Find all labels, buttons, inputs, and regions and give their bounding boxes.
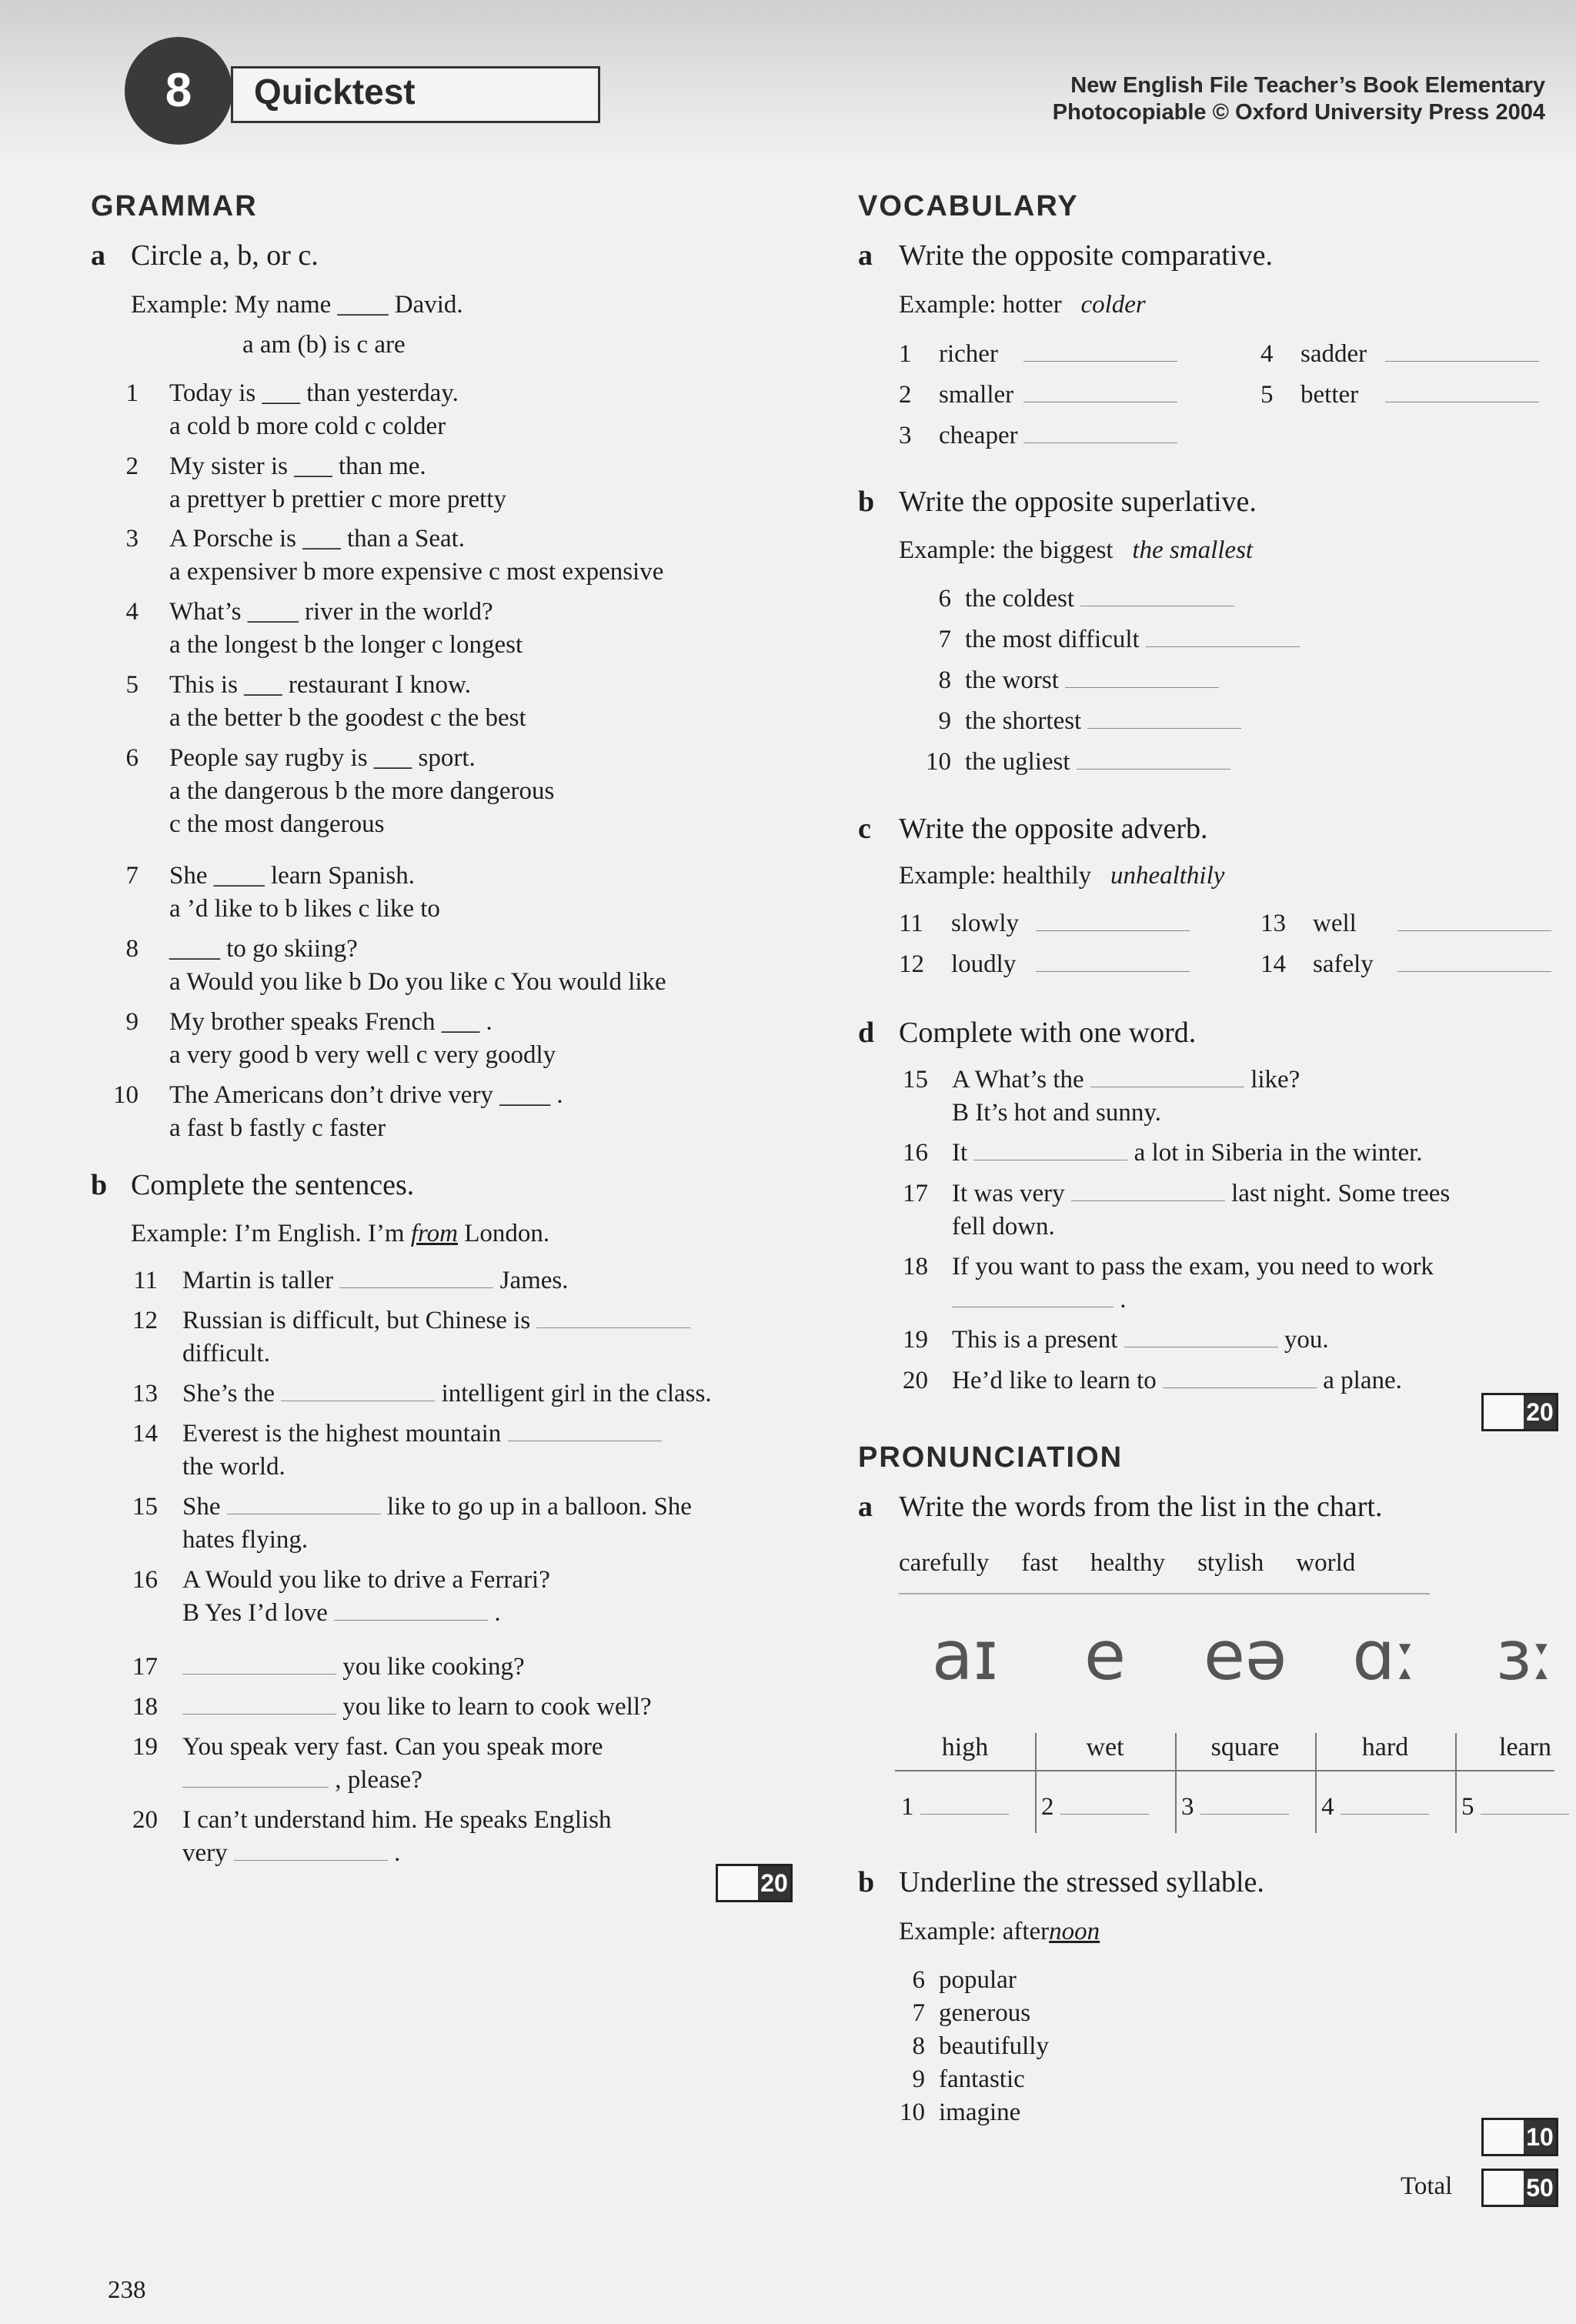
- vocab-item: [899, 422, 1177, 450]
- word-list-underline: [899, 1593, 1430, 1594]
- publisher-line-1: New English File Teacher’s Book Elementary: [1070, 73, 1545, 98]
- chart-answer-cell: 1: [901, 1793, 1009, 1821]
- answer-blank: [227, 1513, 381, 1514]
- item-number: 8: [912, 2032, 925, 2060]
- question-number: 3: [125, 525, 139, 553]
- question-text-continued: very .: [182, 1839, 401, 1867]
- item-word: loudly: [951, 950, 1017, 978]
- answer-blank: [952, 1306, 1114, 1307]
- vocab-item: [1260, 381, 1539, 409]
- item-word: imagine: [939, 2099, 1021, 2126]
- question-text: Martin is taller James.: [182, 1267, 569, 1294]
- answer-blank: [1200, 1813, 1289, 1815]
- question-text: A What’s the like?: [952, 1066, 1301, 1094]
- pron-a-instruction: Write the words from the list in the chart.: [899, 1491, 1383, 1523]
- vocab-item: [899, 381, 1177, 409]
- example-stressed: noon: [1049, 1918, 1100, 1945]
- item-word: slowly: [951, 910, 1020, 937]
- question-number: 20: [132, 1806, 158, 1834]
- total-label: Total: [1401, 2172, 1453, 2200]
- question-text: She’s the intelligent girl in the class.: [182, 1380, 712, 1407]
- grammar-heading: GRAMMAR: [91, 190, 258, 222]
- question-text: Today is ___ than yesterday.: [169, 379, 459, 407]
- pron-b-example: [899, 1918, 1100, 1946]
- answer-options: a cold b more cold c colder: [169, 412, 446, 440]
- total-score-box: [1481, 2169, 1558, 2207]
- item-number: 7: [938, 626, 951, 653]
- question-text: It was very last night. Some trees: [952, 1180, 1451, 1207]
- question-text: If you want to pass the exam, you need to work: [952, 1253, 1434, 1281]
- grammar-score-box: [716, 1864, 793, 1902]
- item-number: 12: [899, 950, 924, 978]
- total-score: 50: [1524, 2171, 1556, 2205]
- chart-column-word: learn: [1499, 1733, 1551, 1761]
- example-text: Example: healthily: [899, 862, 1092, 890]
- chart-answer-cell: 4: [1321, 1793, 1429, 1821]
- vocab-a-letter: a: [858, 239, 873, 272]
- item-number: 11: [899, 910, 923, 937]
- answer-blank: [1163, 1387, 1317, 1388]
- vocab-c-letter: c: [858, 813, 871, 845]
- example-answer: colder: [1080, 291, 1146, 319]
- question-text-continued: .: [952, 1286, 1127, 1314]
- example-answer: from: [410, 1220, 458, 1247]
- question-number: 1: [125, 379, 139, 407]
- item-word: better: [1301, 381, 1359, 409]
- answer-blank: [1397, 930, 1551, 931]
- question-number: 9: [125, 1008, 139, 1036]
- answer-blank: [1065, 686, 1219, 688]
- stress-item: [899, 1966, 1017, 1995]
- answer-options: a Would you like b Do you like c You would like: [169, 968, 666, 996]
- vocabulary-heading: VOCABULARY: [858, 190, 1079, 222]
- item-word: the shortest: [965, 707, 1088, 735]
- word-list-item: carefully: [899, 1549, 990, 1577]
- pron-word-list: [899, 1549, 1387, 1578]
- answer-blank: [920, 1813, 1009, 1815]
- item-word: the coldest: [965, 585, 1081, 613]
- answer-blank: [234, 1859, 388, 1861]
- question-text: you like cooking?: [182, 1653, 525, 1681]
- item-number: 14: [1260, 950, 1286, 978]
- question-text-continued: hates flying.: [182, 1526, 309, 1554]
- item-word: the ugliest: [965, 748, 1077, 776]
- answer-blank: [1023, 360, 1177, 362]
- grammar-a-example-options: a am (b) is c are: [242, 331, 406, 359]
- vocab-item: [899, 585, 1234, 613]
- item-number: 10: [926, 748, 951, 776]
- question-number: 20: [903, 1367, 928, 1394]
- question-text: What’s ____ river in the world?: [169, 598, 493, 626]
- item-word: the worst: [965, 666, 1066, 694]
- item-number: 9: [912, 2065, 925, 2093]
- question-text: This is a present you.: [952, 1326, 1329, 1354]
- question-number: 19: [903, 1326, 928, 1354]
- example-text: Example: the biggest: [899, 536, 1114, 564]
- item-word: safely: [1313, 950, 1374, 978]
- chart-column-word: wet: [1086, 1733, 1124, 1761]
- grammar-a-instruction: Circle a, b, or c.: [131, 239, 319, 272]
- question-text: My brother speaks French ___ .: [169, 1008, 492, 1036]
- vocab-b-instruction: Write the opposite superlative.: [899, 486, 1257, 518]
- example-answer: unhealthily: [1110, 862, 1225, 890]
- answer-blank: [1080, 605, 1234, 606]
- question-number: 6: [125, 744, 139, 772]
- question-text: ____ to go skiing?: [169, 935, 358, 963]
- question-number: 10: [113, 1081, 139, 1109]
- publisher-line-2: Photocopiable © Oxford University Press 2004: [1052, 100, 1545, 125]
- answer-blank: [1397, 970, 1551, 972]
- answer-blank: [536, 1327, 690, 1328]
- answer-blank: [1023, 442, 1177, 443]
- vocab-item: [899, 666, 1219, 695]
- item-word: sadder: [1301, 340, 1367, 368]
- word-list-item: stylish: [1197, 1549, 1264, 1577]
- question-text: A Porsche is ___ than a Seat.: [169, 525, 466, 553]
- question-text-continued: B It’s hot and sunny.: [952, 1099, 1161, 1127]
- chart-header-rule: [895, 1770, 1554, 1771]
- answer-blank: [1341, 1813, 1429, 1815]
- question-number: 11: [133, 1267, 158, 1294]
- word-list-item: world: [1296, 1549, 1356, 1577]
- vocab-c-instruction: Write the opposite adverb.: [899, 813, 1208, 845]
- stress-item: [899, 2099, 1020, 2127]
- chart-divider: [1315, 1733, 1317, 1833]
- item-number: 5: [1260, 381, 1274, 409]
- vocabulary-score: 20: [1524, 1395, 1556, 1429]
- phonetic-symbol: ɜː: [1495, 1616, 1555, 1695]
- item-number: 2: [899, 381, 912, 409]
- answer-options: a the dangerous b the more dangerous: [169, 777, 555, 805]
- question-text: you like to learn to cook well?: [182, 1693, 652, 1721]
- question-number: 2: [125, 452, 139, 480]
- question-number: 13: [132, 1380, 158, 1407]
- question-number: 7: [125, 862, 139, 890]
- answer-blank: [1071, 1200, 1225, 1201]
- grammar-a-letter: a: [91, 239, 105, 272]
- answer-blank: [182, 1713, 336, 1715]
- pron-b-instruction: Underline the stressed syllable.: [899, 1866, 1264, 1898]
- grammar-b-letter: b: [91, 1169, 108, 1201]
- question-number: 15: [903, 1066, 928, 1094]
- question-number: 16: [132, 1566, 158, 1594]
- question-number: 17: [903, 1180, 928, 1207]
- item-number: 6: [938, 585, 951, 613]
- question-number: 18: [132, 1693, 158, 1721]
- stress-item: [899, 2065, 1025, 2094]
- vocab-a-instruction: Write the opposite comparative.: [899, 239, 1273, 272]
- chart-column-word: square: [1210, 1733, 1280, 1761]
- word-list-item: healthy: [1090, 1549, 1166, 1577]
- answer-blank: [182, 1673, 336, 1675]
- pronunciation-heading: PRONUNCIATION: [858, 1441, 1124, 1474]
- answer-options: a fast b fastly c faster: [169, 1114, 386, 1142]
- answer-blank: [973, 1159, 1127, 1160]
- question-text: You speak very fast. Can you speak more: [182, 1733, 603, 1761]
- pronunciation-score: 10: [1524, 2120, 1556, 2154]
- vocab-c-example: [899, 862, 1224, 890]
- item-word: generous: [939, 1999, 1031, 2027]
- question-number: 18: [903, 1253, 928, 1281]
- vocab-item: [899, 910, 1190, 938]
- vocab-item: [1260, 950, 1551, 979]
- answer-blank: [1385, 401, 1539, 402]
- item-word: well: [1313, 910, 1357, 937]
- chart-column-word: hard: [1361, 1733, 1409, 1761]
- unit-number-badge: 8: [125, 37, 232, 145]
- question-text: People say rugby is ___ sport.: [169, 744, 476, 772]
- question-number: 15: [132, 1493, 158, 1521]
- item-word: popular: [939, 1966, 1017, 1994]
- question-text: I can’t understand him. He speaks English: [182, 1806, 612, 1834]
- question-number: 16: [903, 1139, 928, 1167]
- page-title: Quicktest: [254, 72, 416, 112]
- question-number: 17: [132, 1653, 158, 1681]
- question-text-continued: , please?: [182, 1766, 422, 1795]
- grammar-a-example: Example: My name ____ David.: [131, 291, 463, 319]
- question-number: 19: [132, 1733, 158, 1761]
- item-word: smaller: [939, 381, 1014, 409]
- question-text: Russian is difficult, but Chinese is: [182, 1307, 690, 1335]
- example-text: Example: after: [899, 1918, 1050, 1945]
- answer-blank: [1060, 1813, 1149, 1815]
- answer-blank: [1077, 768, 1230, 770]
- vocab-item: [1260, 910, 1551, 938]
- grammar-b-instruction: Complete the sentences.: [131, 1169, 415, 1201]
- item-word: beautifully: [939, 2032, 1049, 2060]
- example-text: Example: hotter: [899, 291, 1062, 319]
- answer-blank: [182, 1786, 329, 1788]
- chart-divider: [1175, 1733, 1177, 1833]
- vocab-item: [899, 950, 1190, 979]
- stress-item: [899, 1999, 1030, 2028]
- example-answer: the smallest: [1132, 536, 1254, 564]
- example-text-end: London.: [457, 1220, 550, 1247]
- answer-options: c the most dangerous: [169, 810, 385, 838]
- chart-answer-cell: 3: [1181, 1793, 1289, 1821]
- question-text: The Americans don’t drive very ____ .: [169, 1081, 563, 1109]
- item-word: cheaper: [939, 422, 1018, 449]
- question-text-continued: B Yes I’d love .: [182, 1599, 501, 1627]
- vocab-item: [899, 707, 1241, 736]
- word-list-item: fast: [1021, 1549, 1058, 1577]
- answer-blank: [339, 1287, 493, 1288]
- question-text: He’d like to learn to a plane.: [952, 1367, 1402, 1394]
- vocab-item: [899, 748, 1230, 776]
- answer-blank: [1146, 646, 1300, 647]
- item-number: 3: [899, 422, 912, 449]
- question-text-continued: fell down.: [952, 1213, 1055, 1240]
- answer-options: a prettyer b prettier c more pretty: [169, 486, 506, 513]
- grammar-b-example: [131, 1220, 549, 1248]
- answer-blank: [1481, 1813, 1569, 1815]
- pronunciation-score-box: [1481, 2118, 1558, 2156]
- vocab-item: [899, 626, 1300, 654]
- grammar-score: 20: [758, 1866, 790, 1900]
- pron-a-letter: a: [858, 1491, 873, 1523]
- chart-column-word: high: [941, 1733, 989, 1761]
- vocab-b-example: [899, 536, 1253, 565]
- answer-blank: [281, 1400, 435, 1401]
- question-text: This is ___ restaurant I know.: [169, 671, 471, 699]
- answer-options: a ’d like to b likes c like to: [169, 895, 440, 923]
- item-number: 1: [899, 340, 912, 368]
- answer-options: a expensiver b more expensive c most expensive: [169, 558, 664, 586]
- question-text: She ____ learn Spanish.: [169, 862, 415, 890]
- question-number: 5: [125, 671, 139, 699]
- question-text: A Would you like to drive a Ferrari?: [182, 1566, 550, 1594]
- phonetic-symbol: ɑː: [1352, 1616, 1418, 1695]
- vocab-b-letter: b: [858, 486, 875, 518]
- question-text: Everest is the highest mountain: [182, 1420, 662, 1448]
- question-number: 4: [125, 598, 139, 626]
- question-text: She like to go up in a balloon. She: [182, 1493, 692, 1521]
- item-word: fantastic: [939, 2065, 1025, 2093]
- answer-blank: [508, 1440, 662, 1441]
- question-number: 12: [132, 1307, 158, 1334]
- item-number: 4: [1260, 340, 1274, 368]
- item-word: the most difficult: [965, 626, 1146, 653]
- question-text-continued: the world.: [182, 1453, 285, 1481]
- question-number: 8: [125, 935, 139, 963]
- question-number: 14: [132, 1420, 158, 1447]
- item-number: 6: [912, 1966, 925, 1994]
- answer-blank: [334, 1619, 488, 1621]
- chart-answer-cell: 2: [1041, 1793, 1149, 1821]
- question-text: It a lot in Siberia in the winter.: [952, 1139, 1423, 1167]
- item-number: 13: [1260, 910, 1286, 937]
- item-number: 10: [900, 2099, 925, 2126]
- vocab-d-instruction: Complete with one word.: [899, 1017, 1197, 1049]
- chart-divider: [1035, 1733, 1037, 1833]
- item-number: 7: [912, 1999, 925, 2027]
- answer-blank: [1023, 401, 1177, 402]
- vocab-item: [899, 340, 1177, 369]
- answer-blank: [1090, 1086, 1244, 1087]
- phonetic-symbol: aɪ: [931, 1616, 999, 1695]
- item-word: richer: [939, 340, 998, 368]
- question-text: My sister is ___ than me.: [169, 452, 426, 480]
- phonetic-symbol: e: [1084, 1616, 1127, 1695]
- phonetic-symbol: eə: [1203, 1616, 1287, 1695]
- vocabulary-score-box: [1481, 1393, 1558, 1431]
- answer-blank: [1385, 360, 1539, 362]
- example-text: Example: I’m English. I’m: [131, 1220, 411, 1247]
- item-number: 9: [938, 707, 951, 735]
- answer-options: a very good b very well c very goodly: [169, 1041, 556, 1069]
- chart-answer-cell: 5: [1461, 1793, 1569, 1821]
- page-number: 238: [108, 2276, 146, 2304]
- answer-options: a the longest b the longer c longest: [169, 631, 523, 659]
- answer-blank: [1124, 1346, 1278, 1347]
- answer-options: a the better b the goodest c the best: [169, 704, 526, 732]
- chart-divider: [1455, 1733, 1457, 1833]
- answer-blank: [1036, 930, 1190, 931]
- vocab-a-example: [899, 291, 1146, 319]
- pron-b-letter: b: [858, 1866, 875, 1898]
- vocab-d-letter: d: [858, 1017, 875, 1049]
- answer-blank: [1087, 727, 1241, 729]
- vocab-item: [1260, 340, 1539, 369]
- answer-blank: [1036, 970, 1190, 972]
- question-text-continued: difficult.: [182, 1340, 270, 1367]
- stress-item: [899, 2032, 1049, 2061]
- item-number: 8: [938, 666, 951, 694]
